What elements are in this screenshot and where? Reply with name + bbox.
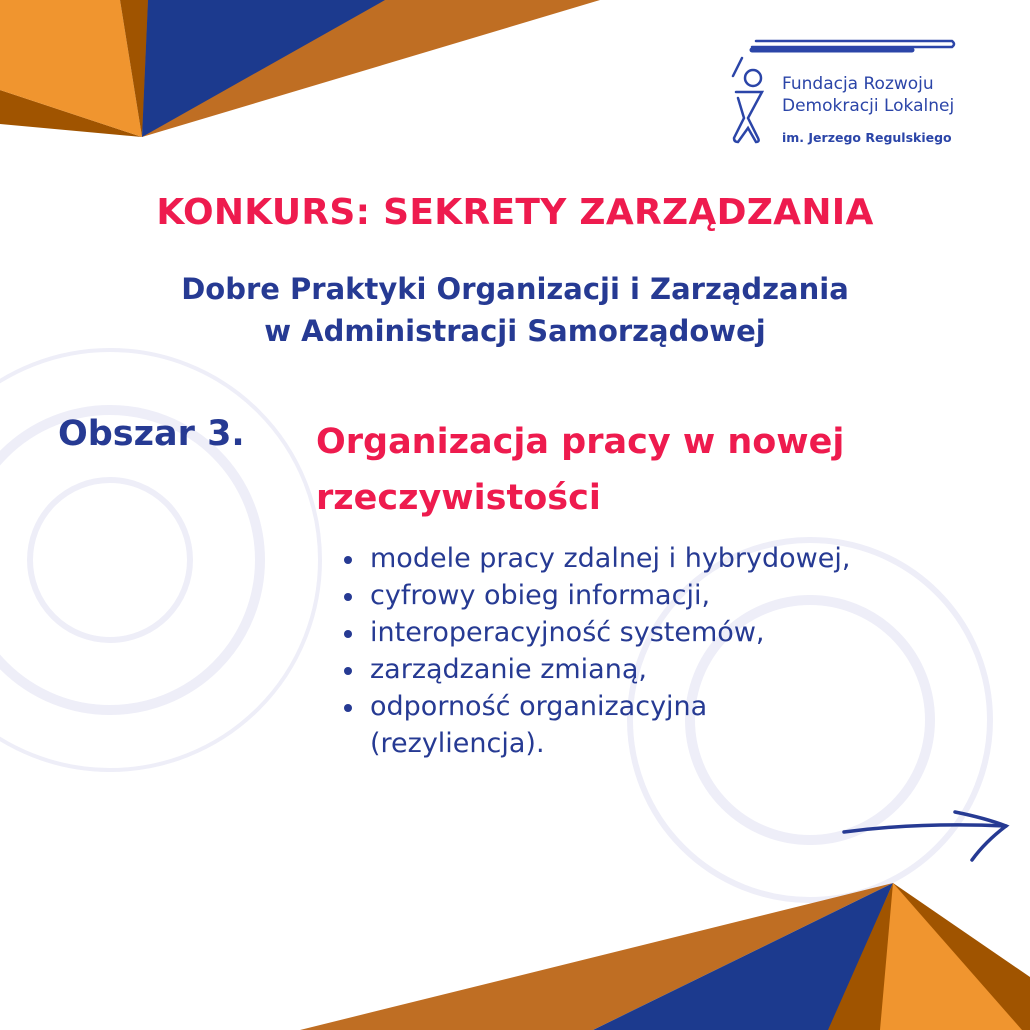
subtitle-line-1: Dobre Praktyki Organizacji i Zarządzania (181, 272, 849, 306)
logo-subtitle: im. Jerzego Regulskiego (782, 130, 952, 145)
area-label: Obszar 3. (58, 414, 245, 454)
list-item: modele pracy zdalnej i hybrydowej, (370, 540, 850, 577)
list-item: interoperacyjność systemów, (370, 614, 850, 651)
top-left-shapes (0, 0, 600, 137)
logo-line-1: Fundacja Rozwoju (782, 74, 934, 94)
subtitle (0, 268, 1030, 352)
page-title: KONKURS: SEKRETY ZARZĄDZANIA (156, 192, 874, 233)
logo-line-2: Demokracji Lokalnej (782, 96, 955, 116)
list-item: cyfrowy obieg informacji, (370, 577, 850, 614)
bottom-right-shapes (300, 883, 1030, 1030)
subtitle-line-2: w Administracji Samorządowej (264, 314, 766, 348)
list-item: odporność organizacyjna (rezyliencja). (370, 688, 840, 762)
list-item: zarządzanie zmianą, (370, 651, 850, 688)
area-title: Organizacja pracy w nowej rzeczywistości (316, 422, 845, 518)
logo-name (782, 73, 954, 117)
topic-list (340, 540, 850, 762)
